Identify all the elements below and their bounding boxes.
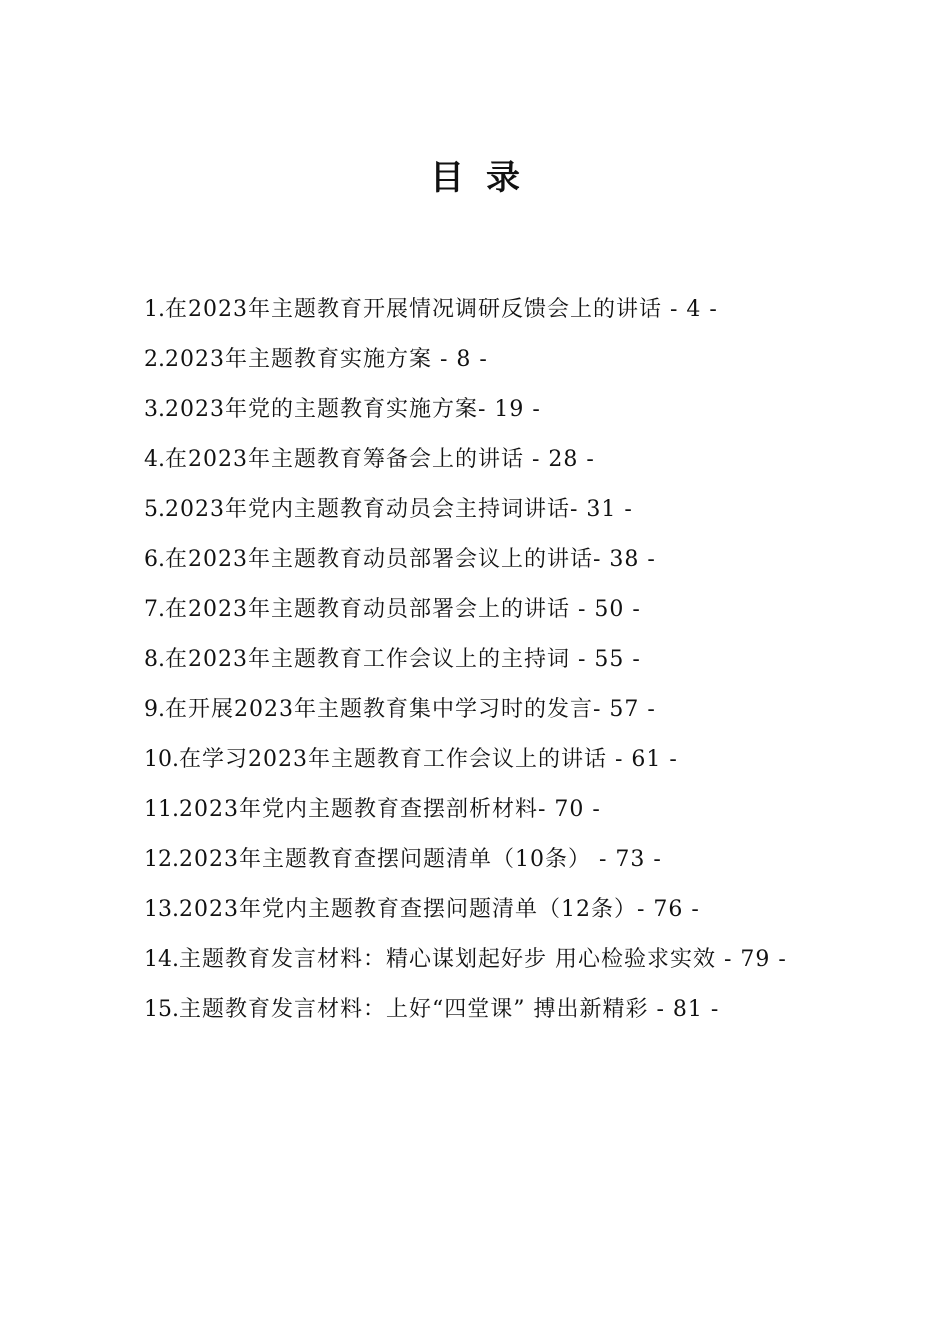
toc-entry-title: 2023年党内主题教育查摆问题清单（12条） [179,897,637,922]
toc-entry[interactable] [144,435,809,485]
toc-entry[interactable] [144,385,809,435]
toc-entry-number: 12. [144,847,179,872]
toc-entry-title: 2023年主题教育查摆问题清单（10条） [179,847,591,872]
toc-entry-title: 在2023年主题教育开展情况调研反馈会上的讲话 [165,297,662,322]
toc-entry-number: 11. [144,797,179,822]
toc-entry-title: 2023年主题教育实施方案 [165,347,432,372]
toc-entry[interactable] [144,885,809,935]
toc-entry-page: - 61 - [607,747,678,772]
toc-entry[interactable] [144,585,809,635]
toc-entry-title: 2023年党的主题教育实施方案 [165,397,478,422]
toc-entry-number: 5. [144,497,165,522]
toc-entry-number: 4. [144,447,165,472]
toc-entry-title: 主题教育发言材料：上好“四堂课” 搏出新精彩 [179,997,649,1022]
toc-entry-title: 在2023年主题教育动员部署会上的讲话 [165,597,570,622]
toc-entry[interactable] [144,335,809,385]
page-title: 目录 [430,158,542,198]
toc-entry-number: 6. [144,547,165,572]
toc-entry-page: - 4 - [662,297,718,322]
toc-entry-page: - 38 - [593,547,656,572]
toc-entry-title: 在2023年主题教育筹备会上的讲话 [165,447,524,472]
toc-entry[interactable] [144,635,809,685]
toc-entry-title: 在2023年主题教育工作会议上的主持词 [165,647,570,672]
toc-entry-page: - 70 - [538,797,601,822]
toc-entry-number: 2. [144,347,165,372]
toc-entry-number: 8. [144,647,165,672]
toc-entry-page: - 79 - [716,947,787,972]
toc-entry-number: 9. [144,697,165,722]
toc-entry[interactable] [144,835,809,885]
toc-entry-page: - 57 - [593,697,656,722]
toc-entry[interactable] [144,685,809,735]
toc-entry-number: 13. [144,897,179,922]
toc-entry-page: - 50 - [570,597,641,622]
toc-entry-number: 3. [144,397,165,422]
toc-entry-title: 在学习2023年主题教育工作会议上的讲话 [179,747,607,772]
toc-entry-page: - 76 - [636,897,700,922]
toc-entry-title: 主题教育发言材料：精心谋划起好步 用心检验求实效 [179,947,716,972]
toc-entry-page: - 31 - [570,497,633,522]
toc-entry-page: - 28 - [524,447,595,472]
toc-entry-number: 1. [144,297,165,322]
toc-entry-page: - 8 - [432,347,488,372]
toc-entry-number: 10. [144,747,179,772]
toc-entry[interactable] [144,285,809,335]
toc-entry[interactable] [144,785,809,835]
toc-entry-title: 在开展2023年主题教育集中学习时的发言 [165,697,593,722]
table-of-contents [144,285,809,1035]
toc-entry[interactable] [144,985,809,1035]
toc-entry[interactable] [144,735,809,785]
toc-entry-page: - 19 - [478,397,541,422]
toc-entry-title: 2023年党内主题教育查摆剖析材料 [179,797,538,822]
toc-entry-title: 在2023年主题教育动员部署会议上的讲话 [165,547,593,572]
toc-entry-title: 2023年党内主题教育动员会主持词讲话 [165,497,570,522]
toc-entry-number: 7. [144,597,165,622]
toc-entry-page: - 55 - [570,647,641,672]
toc-entry-number: 15. [144,997,179,1022]
toc-entry-page: - 81 - [648,997,720,1022]
toc-entry[interactable] [144,485,809,535]
toc-entry[interactable] [144,935,809,985]
toc-entry-page: - 73 - [590,847,662,872]
toc-entry[interactable] [144,535,809,585]
toc-entry-number: 14. [144,947,179,972]
